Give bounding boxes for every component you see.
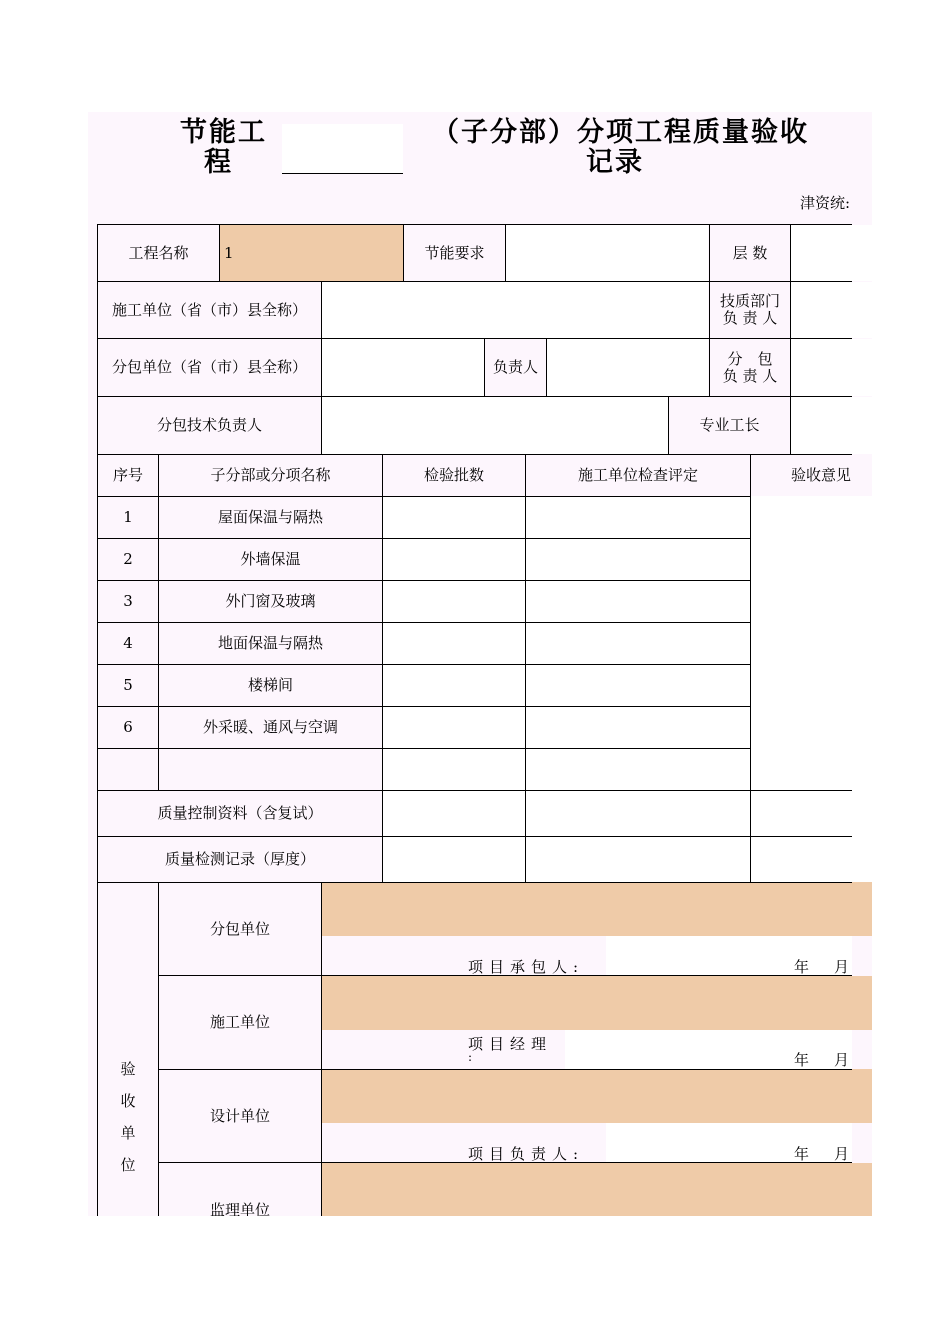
title-left-line2: 程 [204, 147, 233, 178]
sub-head-label-1: 分 包 [727, 349, 773, 368]
title-right-line2: 记录 [586, 147, 644, 178]
row-7-name [159, 749, 382, 790]
row-3-no: 3 [123, 592, 133, 610]
table-body-inputs[interactable] [383, 496, 750, 790]
tech-dept-label-2: 负 责 人 [722, 309, 778, 327]
floors-label: 层 数 [732, 243, 768, 262]
acceptance-side-label [98, 1052, 158, 1182]
side-label-char-4: 位 [120, 1156, 136, 1174]
subcontractor-label: 分包单位（省（市）县全称） [111, 358, 307, 376]
row-1-name: 屋面保温与隔热 [217, 508, 323, 526]
project-name-value[interactable]: 1 [224, 243, 234, 262]
foreman-input[interactable] [791, 397, 872, 454]
side-label-char-2: 收 [120, 1092, 136, 1110]
tech-dept-label [710, 282, 790, 338]
row-1-no: 1 [123, 508, 133, 526]
person-in-charge-input[interactable] [547, 339, 708, 396]
side-label-char-1: 验 [120, 1060, 136, 1078]
project-name-label: 工程名称 [128, 243, 189, 262]
title-left-line1: 节能工 [180, 117, 267, 148]
unit-subcontractor-year: 年 [794, 958, 810, 976]
acceptance-opinion-input[interactable] [751, 496, 872, 790]
col-header-batches: 检验批数 [423, 466, 484, 484]
unit-subcontractor-signer: 项目承包人: [468, 958, 585, 976]
unit-design-year: 年 [794, 1145, 810, 1163]
tech-dept-input[interactable] [791, 282, 872, 338]
sub-head-input[interactable] [791, 339, 872, 396]
row-4-name: 地面保温与隔热 [217, 634, 323, 652]
unit-design-signer: 项目负责人: [468, 1145, 585, 1163]
unit-subcontractor-label: 分包单位 [209, 919, 270, 938]
sub-head-label-2: 负 责 人 [722, 366, 778, 385]
row-4-no: 4 [123, 634, 133, 652]
quality-test-label: 质量检测记录（厚度） [164, 850, 315, 868]
form-sheet [88, 112, 872, 1216]
contractor-opinion-area[interactable] [322, 976, 872, 1030]
col-header-name: 子分部或分项名称 [210, 466, 331, 484]
row-7-no [98, 749, 158, 790]
tech-dept-label-1: 技质部门 [719, 292, 780, 310]
sub-tech-label: 分包技术负责人 [156, 416, 262, 434]
unit-contractor-signer: 项目经理 [468, 1035, 553, 1053]
foreman-label: 专业工长 [699, 416, 760, 434]
title-right-line1: （子分部）分项工程质量验收 [432, 117, 809, 148]
row-2-name: 外墙保温 [240, 550, 301, 568]
col-header-opinion: 验收意见 [790, 466, 851, 484]
design-opinion-area[interactable] [322, 1069, 872, 1123]
person-in-charge-label: 负责人 [492, 358, 538, 376]
unit-design-label: 设计单位 [209, 1106, 270, 1125]
unit-contractor-label: 施工单位 [209, 1013, 270, 1031]
form-code: 津资统: [800, 194, 851, 212]
title-blank-field[interactable] [282, 124, 403, 174]
unit-contractor-month: 月 [834, 1051, 850, 1069]
unit-contractor-year: 年 [794, 1051, 810, 1069]
floors-input[interactable] [791, 225, 872, 281]
row-5-name: 楼梯间 [247, 676, 293, 694]
row-6-name: 外采暖、通风与空调 [202, 718, 338, 736]
row-6-no: 6 [123, 718, 133, 736]
sub-unit-sign-area[interactable] [606, 936, 852, 976]
row-2-no: 2 [123, 550, 133, 568]
supervision-opinion-area[interactable] [322, 1163, 872, 1216]
energy-req-label: 节能要求 [424, 243, 485, 262]
energy-req-input[interactable] [506, 225, 708, 281]
project-name-cell-bg [220, 225, 403, 281]
unit-supervision-label: 监理单位 [209, 1200, 270, 1216]
sub-tech-input[interactable] [322, 397, 668, 454]
quality-control-label: 质量控制资料（含复试） [157, 804, 323, 822]
col-header-no: 序号 [112, 466, 143, 484]
design-sign-area[interactable] [606, 1123, 852, 1163]
contractor-label: 施工单位（省（市）县全称） [111, 300, 307, 319]
unit-design-month: 月 [834, 1145, 850, 1163]
sub-head-label [710, 339, 790, 396]
unit-contractor-signer-colon: : [468, 1050, 479, 1064]
col-header-evaluation: 施工单位检查评定 [577, 466, 698, 484]
subcontractor-input[interactable] [322, 339, 484, 396]
contractor-input[interactable] [322, 282, 708, 338]
row-5-no: 5 [123, 676, 133, 694]
sub-unit-opinion-area[interactable] [322, 882, 872, 936]
unit-subcontractor-month: 月 [834, 958, 850, 976]
row-3-name: 外门窗及玻璃 [225, 592, 316, 610]
side-label-char-3: 单 [120, 1124, 136, 1142]
